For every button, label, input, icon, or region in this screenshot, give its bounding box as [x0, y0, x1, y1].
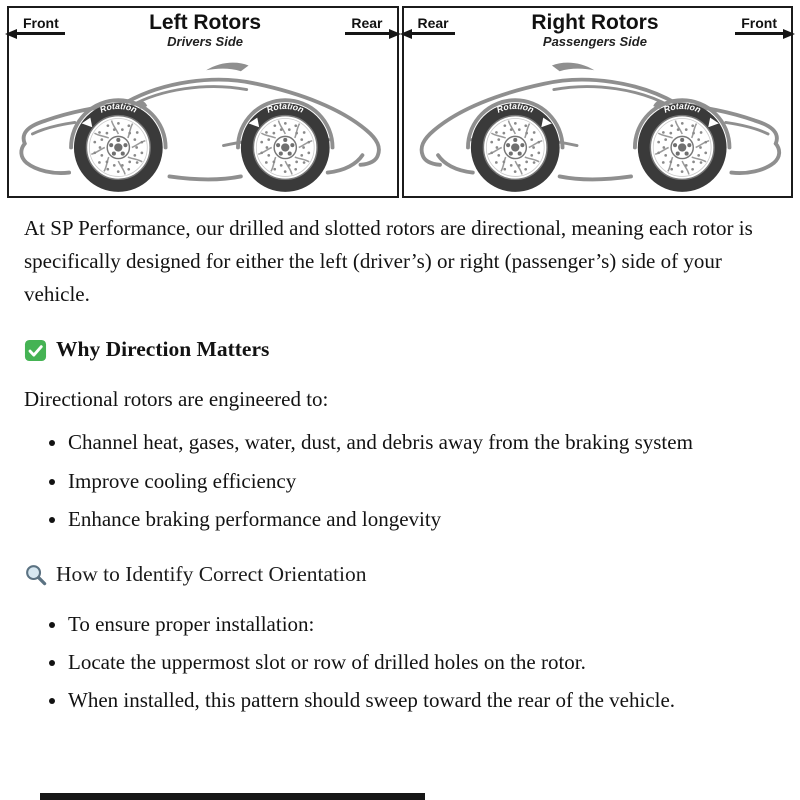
right-panel-title: Right Rotors [531, 11, 659, 34]
cropped-next-section [40, 793, 425, 800]
orientation-steps-list [24, 608, 774, 718]
front-direction-label [735, 15, 783, 35]
bullet-item: • Enhance braking performance and longevity [68, 503, 774, 536]
bullet-item: • When installed, this pattern should sweep toward the rear of the vehicle. [68, 684, 774, 717]
svg-text:Rotation: Rotation [98, 100, 139, 115]
bullet-item: • Improve cooling efficiency [68, 465, 774, 498]
left-panel-subtitle: Drivers Side [167, 34, 243, 50]
svg-text:Rotation: Rotation [494, 100, 535, 115]
right-rotors-panel [402, 6, 794, 198]
rear-label-text: Rear [417, 15, 449, 31]
right-panel-titles [455, 12, 736, 49]
left-car-illustration [17, 51, 389, 196]
heading-text: How to Identify Correct Orientation [56, 561, 367, 586]
magnifier-icon [24, 563, 47, 586]
right-car-illustration [412, 51, 784, 196]
intro-paragraph: At SP Performance, our drilled and slotted rotors are directional, meaning each rotor is specifically designed for either the left (driver’s) or right (passenger’s) side of your vehicle. [24, 215, 753, 307]
front-label-text: Front [23, 15, 59, 31]
rear-direction-label [345, 15, 388, 35]
rear-label-text: Rear [351, 15, 383, 31]
svg-text:Rotation: Rotation [661, 100, 702, 115]
bullet-item: • Channel heat, gases, water, dust, and debris away from the braking system [68, 426, 774, 459]
front-label-text: Front [741, 15, 777, 31]
rear-direction-label [412, 15, 455, 35]
bullet-item: • To ensure proper installation: [68, 608, 774, 641]
front-direction-label [17, 15, 65, 35]
heading-text: Why Direction Matters [56, 337, 270, 362]
rotor-direction-diagram [0, 0, 800, 198]
article-body [0, 198, 800, 718]
section-heading-why-direction [24, 333, 774, 367]
section-heading-identify-orientation [24, 558, 774, 592]
left-panel-header [17, 12, 389, 49]
direction-benefits-list [24, 426, 774, 536]
left-panel-title: Left Rotors [149, 11, 262, 34]
check-icon [24, 339, 47, 362]
right-panel-header [412, 12, 784, 49]
svg-text:Rotation: Rotation [265, 100, 306, 115]
bullet-item: • Locate the uppermost slot or row of drilled holes on the rotor. [68, 646, 774, 679]
right-panel-subtitle: Passengers Side [542, 34, 647, 50]
left-panel-titles [65, 12, 346, 49]
left-rotors-panel [7, 6, 399, 198]
engineered-lead-text: Directional rotors are engineered to: [24, 387, 329, 412]
